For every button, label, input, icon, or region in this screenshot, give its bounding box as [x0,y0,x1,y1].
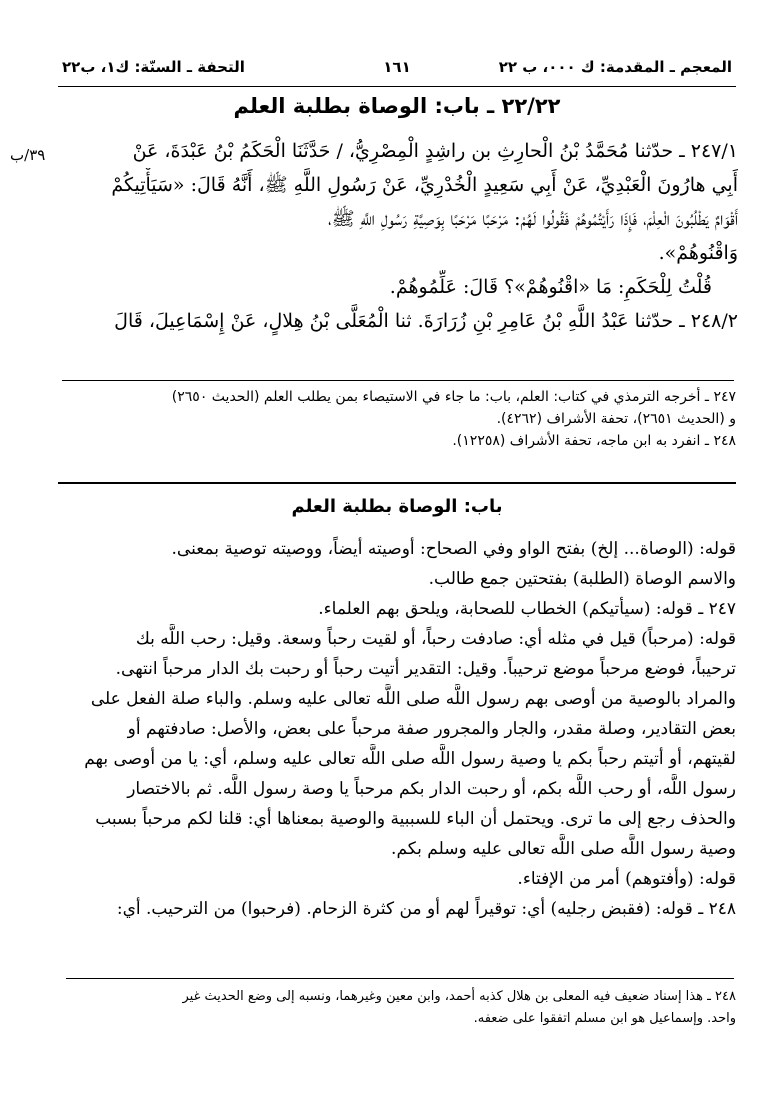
hadith-line: قُلْتُ لِلْحَكَمِ: مَا «اقْنُوهُمْ»؟ قَالَ: عَلِّمُوهُمْ. [389,276,712,298]
footnote-line: ٢٤٧ ـ أخرجه الترمذي في كتاب: العلم، باب: ما جاء في الاستيصاء بمن يطلب العلم (الحديث ٢٦٥٠) [171,389,736,405]
footnote-line: واحد. وإسماعيل هو ابن مسلم اتفقوا على ضعفه. [473,1011,736,1026]
commentary-line: ٢٤٨ ـ قوله: (فقبض رجليه) أي: توقيراً لهم أو من كثرة الزحام. (فرحبوا) من الترحيب. أي: [116,899,736,919]
hadith-line: أَقْوَامٌ يَطْلُبُونَ الْعِلْمَ، فَإِذَا رَأَيْتُمُوهُمْ فَقُولُوا لَهُمْ: مَرْحَبًا مَرْحَبًا بِوَصِيَّةِ رَسُولِ اللَّهِ ﷺ، [327,208,738,230]
commentary-title: باب: الوصاة بطلبة العلم [291,496,503,517]
commentary-line: قوله: (مرحباً) قيل في مثله أي: صادفت رحباً، أو لقيت رحباً وسعة. وقيل: رحب اللَّه بك [135,629,736,649]
footnote-rule-top [62,380,734,381]
footnote-line: و (الحديث ٢٦٥١)، تحفة الأشراف (٤٢٦٢). [496,411,736,427]
commentary-line: والحذف رجع إلى ما ترى. ويحتمل أن الباء للسببية والوصية بمعناها أي: قلنا لكم مرحباً بسبب [95,809,736,829]
hadith-text [46,134,738,338]
commentary-line: والمراد بالوصية من أوصى بهم رسول اللَّه صلى اللَّه تعالى عليه وسلم. والباء صلة الفعل على [90,689,736,709]
header-left: التحفة ـ السنّة: ك١، ب٢٢ [62,58,245,76]
header-rule [58,86,736,87]
footnote-line: ٢٤٨ ـ هذا إسناد ضعيف فيه المعلى بن هلال كذبه أحمد، وابن معين وغيرهما، ونسبه إلى وضع الحديث غير [182,989,736,1004]
commentary-line: بعض التقادير، وصلة مقدر، والجار والمجرور صفة مرحباً على بعض، والأصل: صادفتهم أو [127,719,736,739]
commentary-line: والاسم الوصاة (الطلبة) بفتحتين جمع طالب. [428,569,736,589]
margin-note: ٣٩/ب [10,146,46,164]
footnotes-top [60,386,736,452]
running-header [62,58,732,86]
commentary-line: ٢٤٧ ـ قوله: (سيأتيكم) الخطاب للصحابة، ويلحق بهم العلماء. [318,599,736,619]
footnotes-bottom [60,986,736,1030]
commentary-line: وصية رسول اللَّه صلى اللَّه تعالى عليه وسلم بكم. [391,839,736,859]
page-number: ١٦١ [383,58,411,76]
hadith-line: ٢٤٨/٢ ـ حدّثنا عَبْدُ اللَّهِ بْنُ عَامِرِ بْنِ زُرَارَةَ. ثنا الْمُعَلَّى بْنُ هِلالٍ، عَنْ إِسْمَاعِيلَ، قَالَ [114,310,738,332]
commentary-line: رسول اللَّه، أو رحب اللَّه بكم، أو رحبت الدار بكم مرحباً يا وصة رسول اللَّه. ثم بالاختصار [127,779,736,799]
commentary-line: قوله: (الوصاة... إلخ) بفتح الواو وفي الصحاح: أوصيته أيضاً، ووصيته توصية بمعنى. [171,539,736,559]
footnote-line: ٢٤٨ ـ انفرد به ابن ماجه، تحفة الأشراف (١٢٢٥٨). [452,433,736,449]
chapter-title: ٢٢/٢٢ ـ باب: الوصاة بطلبة العلم [233,94,561,118]
header-right: المعجم ـ المقدمة: ك ٠٠٠، ب ٢٢ [498,58,732,76]
hadith-line: وَاقْنُوهُمْ». [658,242,738,264]
commentary-line: قوله: (وأفتوهم) أمر من الإفتاء. [517,869,736,889]
section-divider [58,482,736,484]
commentary-line: لقيتهم، أو أتيتم رحباً بكم يا وصية رسول اللَّه صلى اللَّه تعالى عليه وسلم، أي: يا من أوصى بهم [84,749,736,769]
commentary-line: ترحيباً، فوضع مرحباً موضع ترحيباً. وقيل: التقدير أتيت رحباً أو رحبت بك الدار مرحباً انتهى. [115,659,736,679]
footnote-rule-bottom [66,978,734,979]
hadith-line: أَبِي هارُونَ الْعَبْدِيِّ، عَنْ أَبِي سَعِيدٍ الْخُدْرِيِّ، عَنْ رَسُولِ اللَّهِ ﷺ، أَنَّهُ قَالَ: «سَيَأْتِيكُمْ [111,174,738,196]
commentary-text [56,534,736,924]
hadith-line: ٢٤٧/١ ـ حدّثنا مُحَمَّدُ بْنُ الْحارِثِ بن راشِدٍ الْمِصْرِيُّ، / حَدَّثَنَا الْحَكَمُ بْنُ عَبْدَةَ، عَنْ [132,140,738,162]
